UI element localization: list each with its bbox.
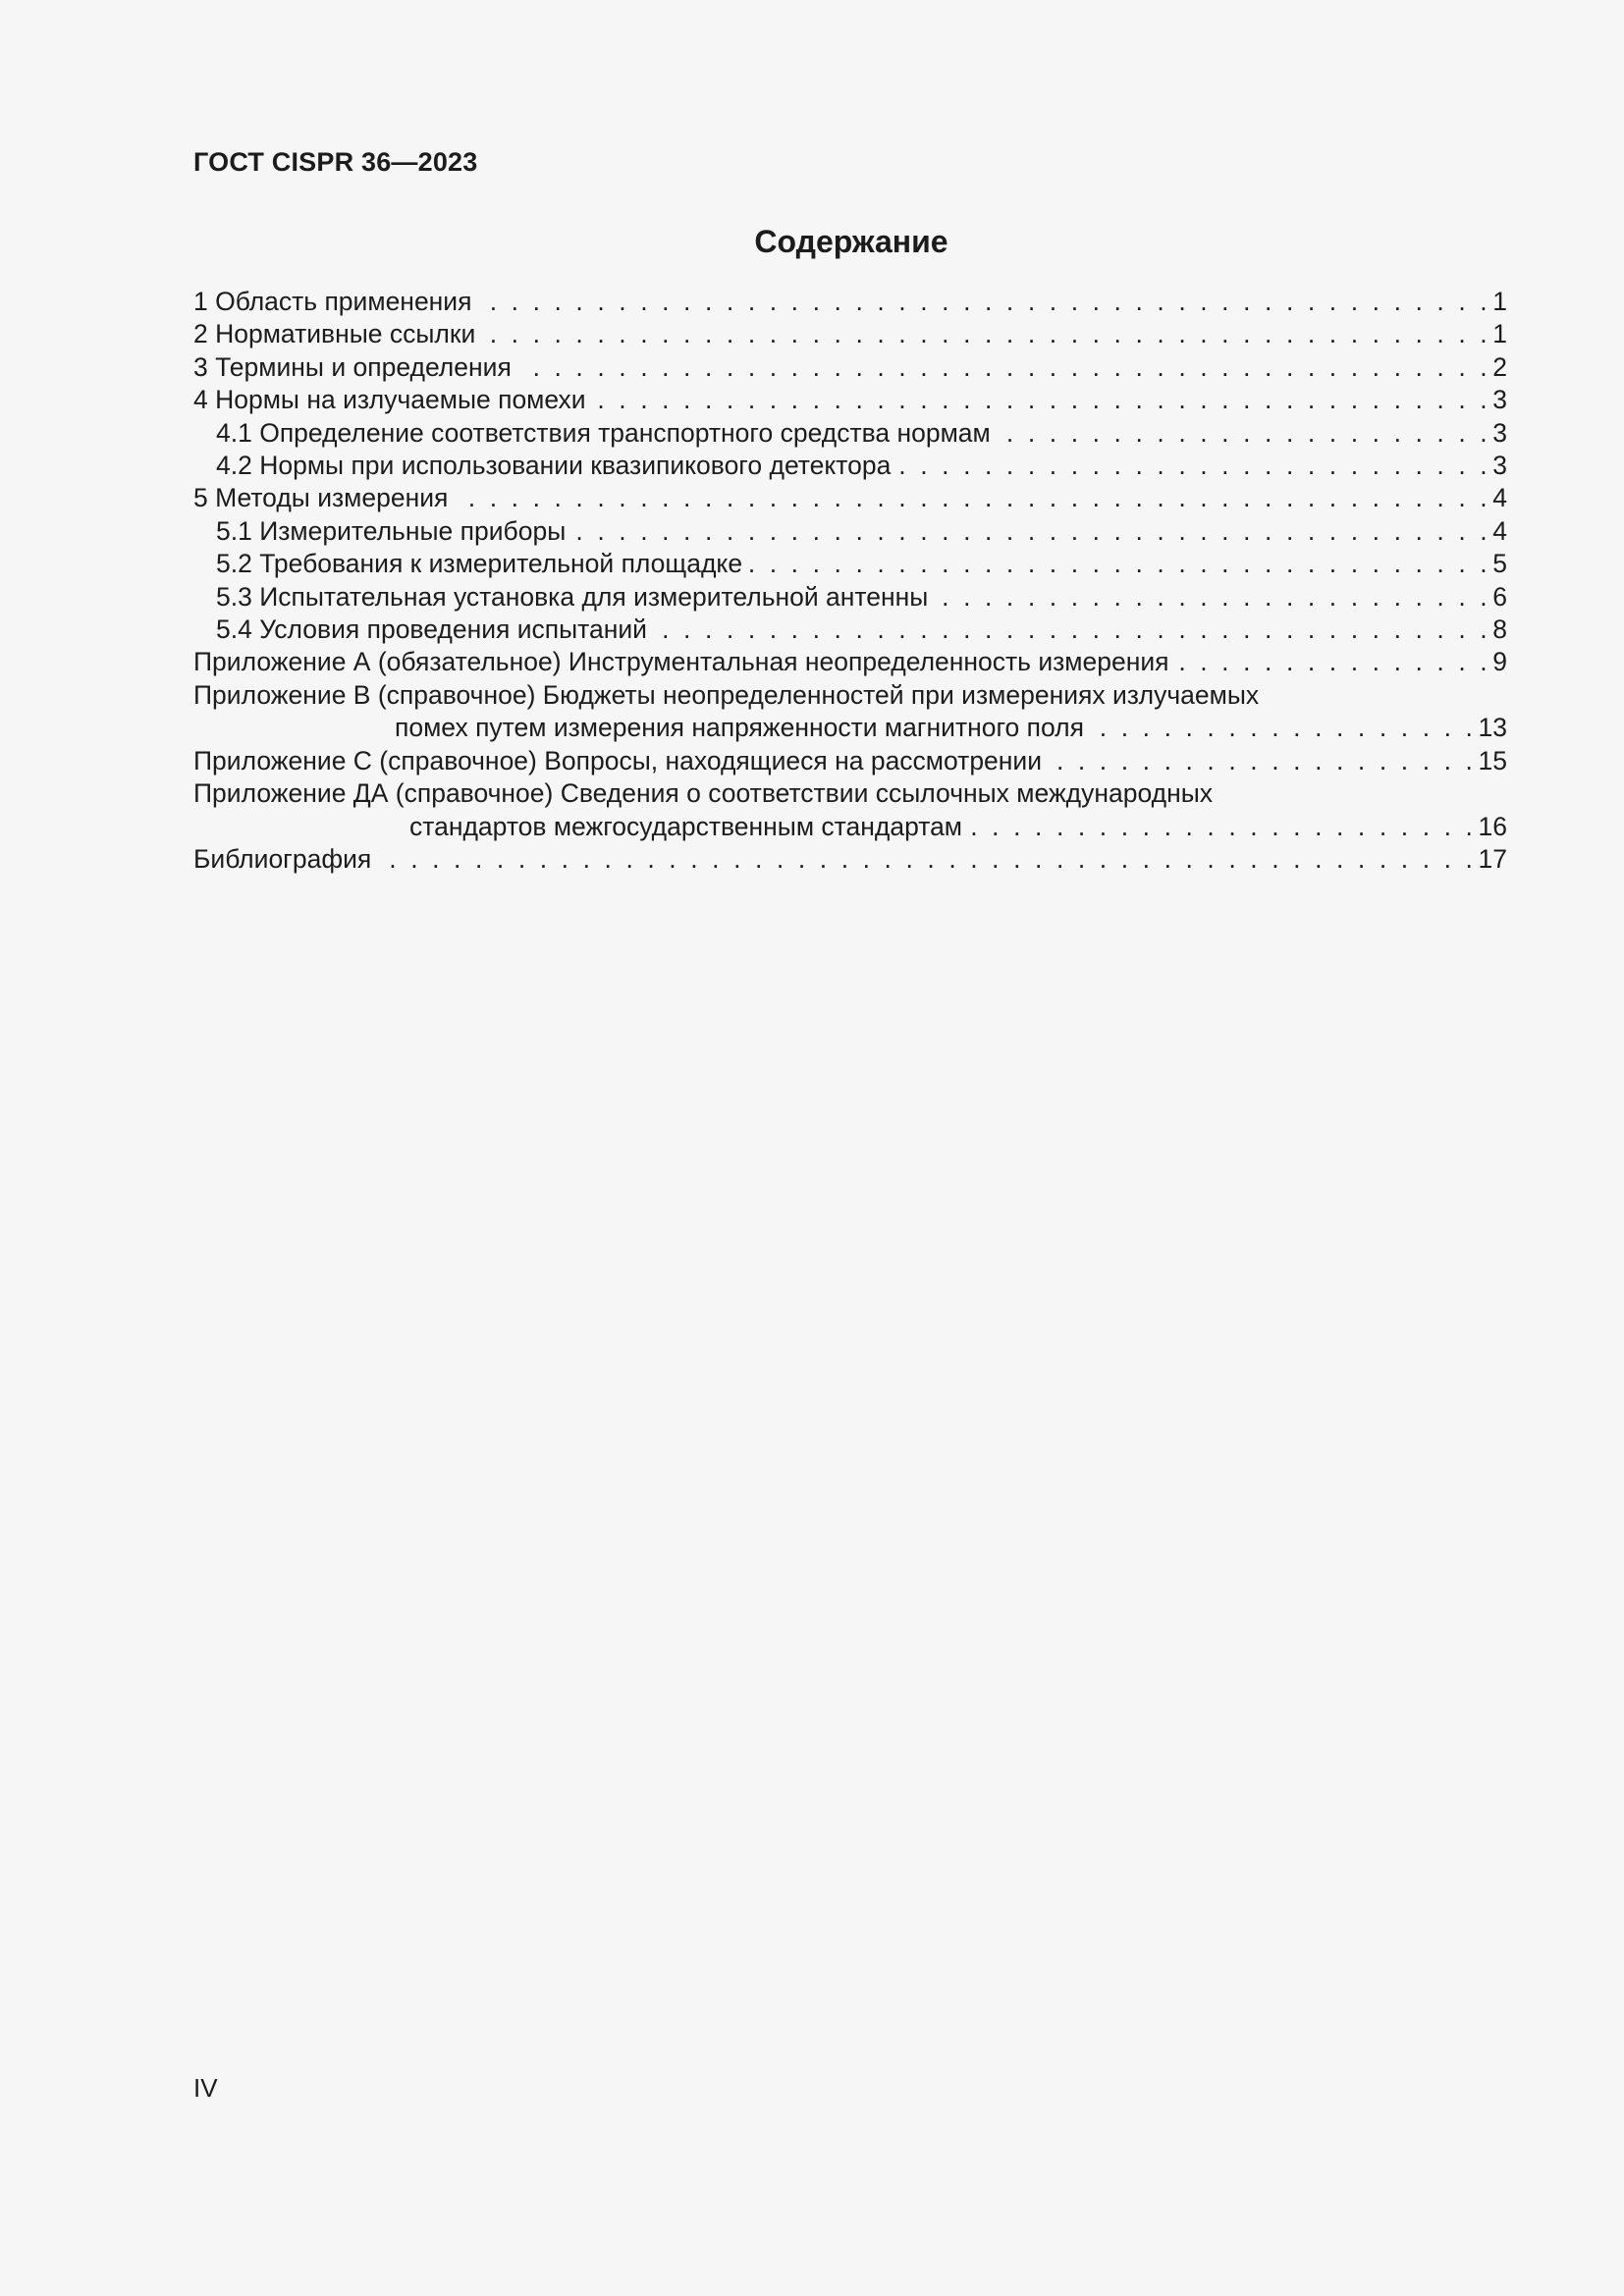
dot-leader	[748, 548, 1490, 580]
toc-entry-title: 4.1 Определение соответствия транспортного средства нормам	[216, 417, 991, 448]
toc-entry-page: 2	[1492, 351, 1507, 382]
toc-entry[interactable]	[193, 318, 1507, 350]
toc-entry-title: 4.2 Нормы при использовании квазипикового детектора	[216, 451, 892, 481]
dot-leader	[997, 417, 1490, 450]
toc-entry-title-continuation: стандартов межгосударственным стандартам	[409, 811, 963, 841]
dot-leader	[454, 482, 1490, 514]
toc-entry-page: 1	[1492, 319, 1507, 349]
dot-leader	[571, 515, 1490, 548]
toc-entry[interactable]	[193, 482, 1507, 514]
toc-entry-page: 13	[1478, 713, 1507, 743]
toc-entry-page: 3	[1492, 451, 1507, 481]
dot-leader	[653, 614, 1490, 646]
toc-entry-title: 3 Термины и определения	[193, 351, 512, 382]
toc-subentry[interactable]	[193, 417, 1507, 450]
toc-entry[interactable]	[193, 351, 1507, 384]
page-number: IV	[193, 2073, 218, 2103]
toc-entry-continuation[interactable]	[193, 811, 1507, 843]
toc-entry-title: 5.3 Испытательная установка для измерительной антенны	[216, 581, 929, 612]
dot-leader	[934, 581, 1490, 614]
toc-entry-title: 5.1 Измерительные приборы	[216, 515, 567, 546]
toc-entry-title: 4 Нормы на излучаемые помехи	[193, 385, 586, 415]
toc-entry-title: Библиография	[193, 843, 372, 874]
table-of-contents	[193, 286, 1507, 876]
toc-entry[interactable]	[193, 745, 1507, 777]
toc-subentry[interactable]	[193, 450, 1507, 482]
toc-title: Содержание	[754, 224, 948, 259]
toc-entry-title: 5.4 Условия проведения испытаний	[216, 614, 647, 645]
toc-entry-title: 2 Нормативные ссылки	[193, 319, 476, 349]
document-code: ГОСТ CISPR 36—2023	[193, 147, 478, 177]
toc-entry-page: 17	[1478, 843, 1507, 874]
dot-leader	[592, 384, 1491, 416]
toc-entry[interactable]	[193, 679, 1507, 712]
toc-subentry[interactable]	[193, 515, 1507, 548]
toc-entry-page: 1	[1492, 287, 1507, 316]
dot-leader	[477, 286, 1490, 318]
toc-subentry[interactable]	[193, 548, 1507, 580]
dot-leader	[896, 450, 1490, 482]
toc-entry-title: 1 Область применения	[193, 287, 472, 316]
toc-entry[interactable]	[193, 286, 1507, 318]
toc-entry-title: 5 Методы измерения	[193, 483, 449, 513]
toc-entry-page: 8	[1492, 614, 1507, 645]
toc-entry-page: 3	[1492, 417, 1507, 448]
dot-leader	[968, 811, 1476, 843]
toc-entry-page: 5	[1492, 549, 1507, 579]
toc-entry-title: Приложение С (справочное) Вопросы, находящиеся на рассмотрении	[193, 745, 1043, 775]
toc-entry-continuation[interactable]	[193, 712, 1507, 744]
toc-subentry[interactable]	[193, 581, 1507, 614]
toc-entry-title-continuation: помех путем измерения напряженности магнитного поля	[395, 713, 1084, 743]
toc-entry-page: 16	[1478, 811, 1507, 841]
toc-entry-title: Приложение А (обязательное) Инструментальная неопределенность измерения	[193, 647, 1169, 677]
toc-entry-page: 15	[1478, 745, 1507, 775]
toc-entry[interactable]	[193, 646, 1507, 678]
toc-entry[interactable]	[193, 384, 1507, 416]
toc-entry-page: 6	[1492, 581, 1507, 612]
toc-subentry[interactable]	[193, 614, 1507, 646]
toc-entry-title: Приложение В (справочное) Бюджеты неопределенностей при измерениях излучаемых	[193, 679, 1260, 710]
toc-entry-title: 5.2 Требования к измерительной площадке	[216, 549, 743, 579]
toc-entry-page: 4	[1492, 483, 1507, 513]
dot-leader	[1175, 646, 1491, 678]
toc-entry[interactable]	[193, 843, 1507, 876]
toc-entry[interactable]	[193, 777, 1507, 810]
toc-entry-page: 9	[1492, 647, 1507, 677]
dot-leader	[1090, 712, 1477, 744]
dot-leader	[517, 351, 1490, 384]
dot-leader	[1048, 745, 1476, 777]
toc-entry-page: 4	[1492, 515, 1507, 546]
dot-leader	[481, 318, 1490, 350]
toc-entry-page: 3	[1492, 385, 1507, 415]
toc-entry-title: Приложение ДА (справочное) Сведения о соответствии ссылочных международных	[193, 778, 1214, 809]
dot-leader	[377, 843, 1476, 876]
